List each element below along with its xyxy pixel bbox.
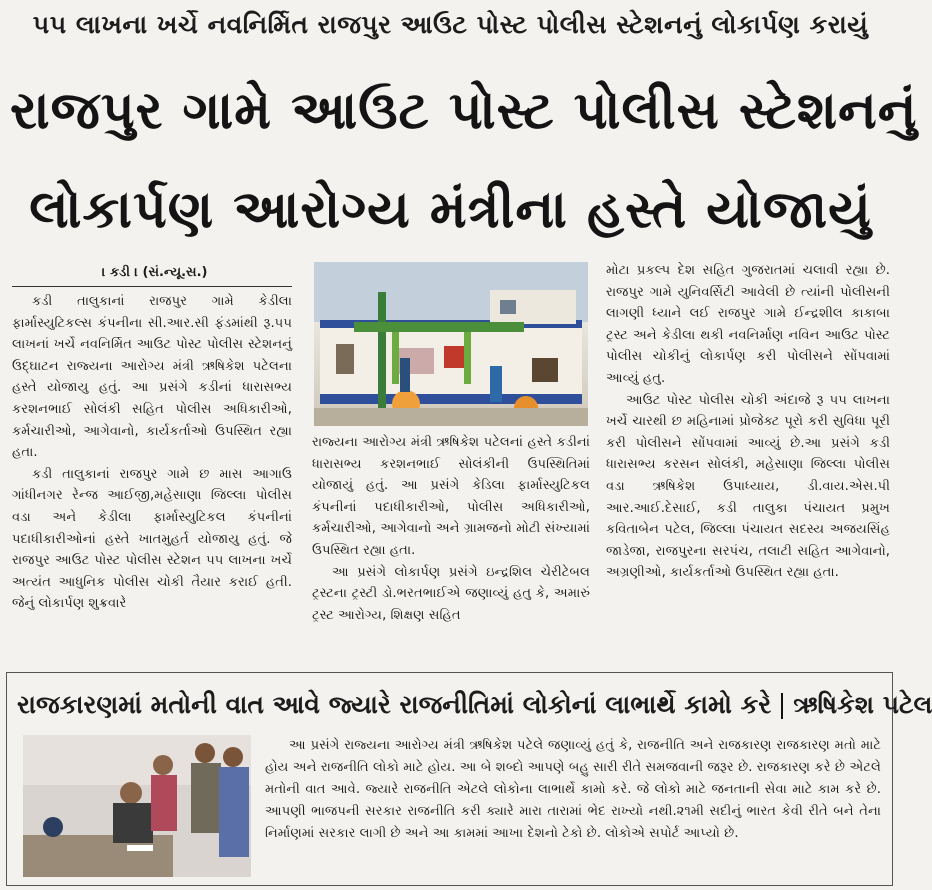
box-headline-main: રાજકારણમાં મતોની વાત આવે જ્યારે રાજનીતિમાં લોકોનાં લાભાર્થે કામો કરે [17,690,772,719]
paragraph: કડી તાલુકાનાં રાજપુર ગામે છ માસ આગાઉ ગાંધીનગર રેન્જ આઈજી,મહેસાણા જિલ્લા પોલીસ વડા અને કેડીલા ફાર્માસ્યુટિકલ કંપનીનાં પદાધીકારીઓનાં હસ્તે ખાતમુહર્ત યોજાયુ હતું. જે રાજપુર આઉટ પોસ્ટ પોલીસ સ્ટેશન ૫૫ લાખના ખર્ચે અત્યંત આધુનિક પોલીસ ચોકી તૈયાર કરાઈ હતી. જેનું લોકાર્પણ શુક્રવારે [12,466,292,612]
dateline: । કડી । (સં.ન્યૂ.સ.) [12,262,292,287]
article-column-2 [312,432,590,662]
box-headline-attribution: ઋષિકેશ પટેલ [793,690,932,719]
paragraph: આ પ્રસંગે રાજ્યના આરોગ્ય મંત્રી ઋષિકેશ પટેલે જણાવ્યું હતું કે, રાજનીતિ અને રાજકારણ રાજકારણ મતો માટે હોય અને રાજનીતિ લોકો માટે હોય. આ બે શબ્દો આપણે બહુ સારી રીતે સમજવાની જરૂર છે. રાજકારણ કરે છે એટલે મતોની વાત આવે. જ્યારે રાજનીતિ એટલે લોકોના લાભાર્થે કામો કરે. જે લોકો માટે જનતાની સેવા માટે કામ કરે છે. આપણી ભાજપની સરકાર રાજનીતિ કરી ક્યારે મારા તારામાં ભેદ રાખ્યો નથી.૨૧મી સદીનું ભારત કેવી રીતે બને તેના નિર્માણમાં સરકાર લાગી છે અને આ કામમાં આખા દેશનો ટેકો છે. લોકોએ સપોર્ટ આપ્યો છે. [265,738,881,841]
paragraph: આ પ્રસંગે લોકાર્પણ પ્રસંગે ઇન્દ્રશિલ ચેરીટેબલ ટ્રસ્ટના ટ્રસ્ટી ડો.ભરતભાઈએ જણાવ્યું હતુ કે, અમારું ટ્રસ્ટ આરોગ્ય, શિક્ષણ સહિત [312,564,590,623]
police-station-photo [314,262,588,426]
divider [781,693,783,719]
paragraph: કડી તાલુકાનાં રાજપુર ગામે કેડીલા ફાર્માસ્યુટિકલ્સ કંપનીના સી.આર.સી ફંડમાંથી રૂ.૫૫ લાખનાં ખર્ચે નવનિર્મિત આઉટ પોસ્ટ પોલીસ સ્ટેશનનું ઉદ્ઘાટન રાજ્યના આરોગ્ય મંત્રી ઋષિકેશ પટેલના હસ્તે યોજાયુ હતું. આ પ્રસંગે કડીનાં ધારાસભ્ય કરશનભાઈ સોલંકી સહિત પોલીસ અધિકારીઓ, કર્મચારીઓ, આગેવાનો, કાર્યકર્તાઓ ઉપસ્થિત રહ્યા હતા. [12,294,292,461]
paragraph: આઉટ પોસ્ટ પોલીસ ચોકી અંદાજે રૂ ૫૫ લાખના ખર્ચે ચારથી છ મહિનામાં પ્રોજેક્ટ પૂરો કરી સુવિધા પૂરી કરી પોલીસને સોંપવામાં આવ્યું છે.આ પ્રસંગે કડી ધારાસભ્ય કરસન સોલંકી, મહેસાણા જિલ્લા પોલીસ વડા ઋષિકેશ ઉપાધ્યાય, ડી.વાય.એસ.પી આર.આઈ.દેસાઈ, કડી તાલુકા પંચાયત પ્રમુખ કવિતાબેન પટેલ, જિલ્લા પંચાયત સદસ્ય અજયસિંહ જાડેજા, રાજપુરના સરપંચ, તલાટી સહિત આગેવાનો, અગ્રણીઓ, કાર્યકર્તાઓ ઉપસ્થિત રહ્યા હતા. [606,392,890,581]
article-column-3 [606,260,890,660]
box-text [265,735,881,881]
box-headline [17,683,932,727]
sidebar-box [6,672,932,886]
minister-photo [23,735,251,877]
paragraph: રાજ્યના આરોગ્ય મંત્રી ઋષિકેશ પટેલનાં હસ્તે કડીનાં ધારાસભ્ય કરશનભાઈ સોલંકીની ઉપસ્થિતિમાં યોજાયું હતું. આ પ્રસંગે કેડિલા ફાર્માસ્યુટિકલ કંપનીનાં પદાધીકારીઓ, પોલીસ અધિકારીઓ, કર્મચારીઓ, આગેવાનો અને ગ્રામજનો મોટી સંખ્યામાં ઉપસ્થિત રહ્યા હતા. [312,435,590,558]
main-headline-line-2: લોકાર્પણ આરોગ્ય મંત્રીના હસ્તે યોજાયું [29,180,872,240]
main-headline-line-1: રાજપુર ગામે આઉટ પોસ્ટ પોલીસ સ્ટેશનનું [10,81,918,141]
paragraph: મોટા પ્રકલ્પ દેશ સહિત ગુજરાતમાં ચલાવી રહ્યા છે. રાજપુર ગામે યુનિવર્સિટી આવેલી છે ત્યાંની પોલીસની લાગણી ધ્યાને લઈ રાજપુર ગામે ઈન્દ્રશીલ કાકાબા ટ્રસ્ટ અને કેડીલા થકી નવનિર્માણ નવિન આઉટ પોસ્ટ પોલીસ ચોકીનું લોકાર્પણ કરી પોલીસને સોંપવામાં આવ્યું હતુ. [606,263,890,386]
police-station-illustration [314,262,588,426]
kicker-headline: ૫૫ લાખના ખર્ચે નવનિર્મિત રાજપુર આઉટ પોસ્ટ પોલીસ સ્ટેશનનું લોકાર્પણ કરાયું [32,10,869,39]
article-column-1 [12,262,292,662]
minister-signing-illustration [23,735,251,877]
